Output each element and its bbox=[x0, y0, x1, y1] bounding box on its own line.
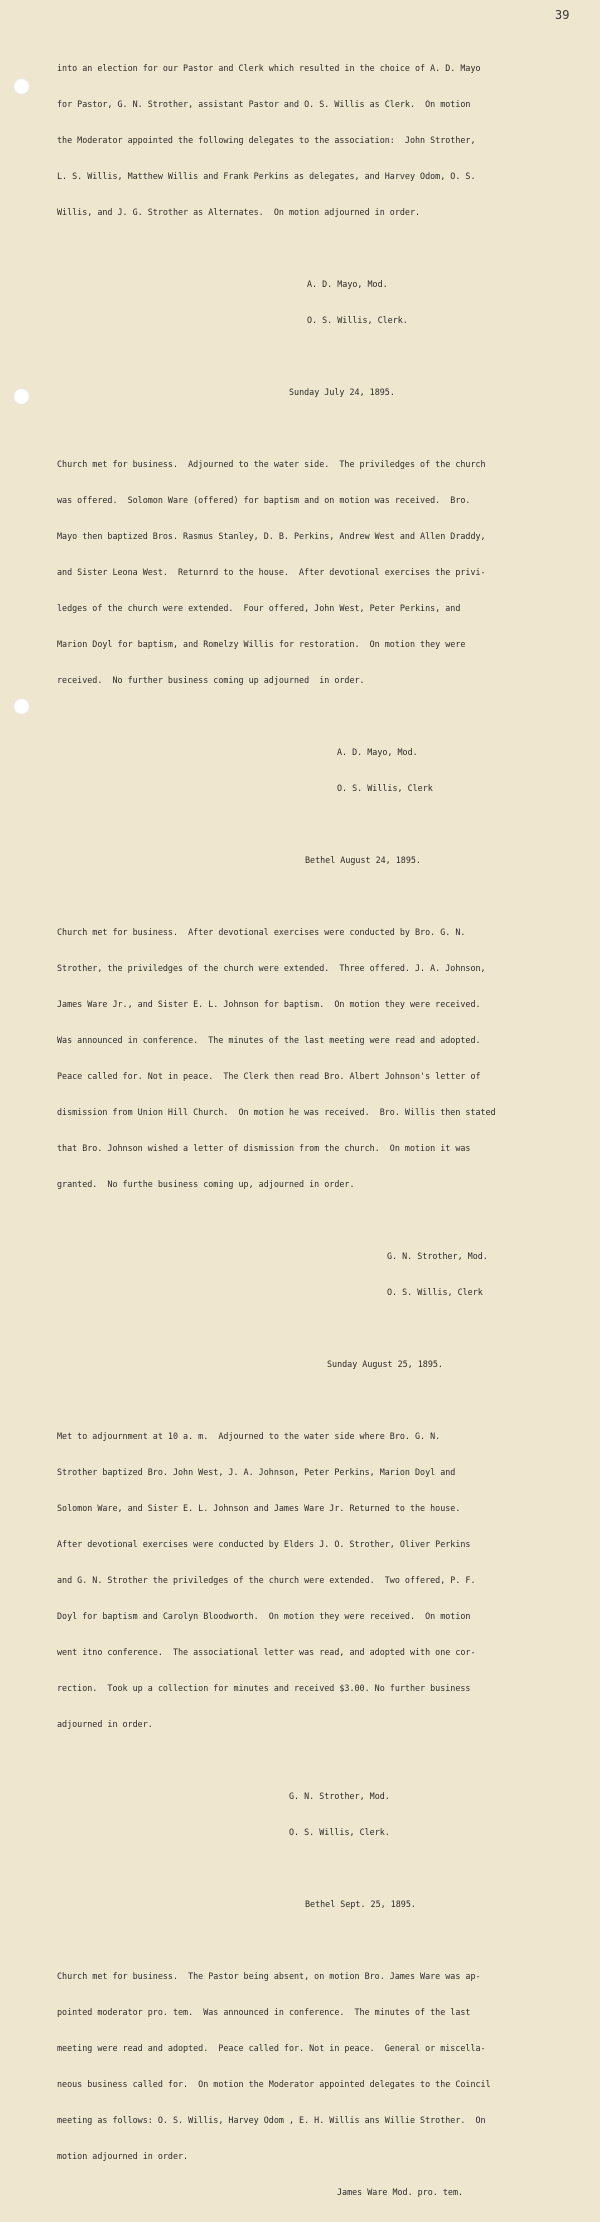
text-line: that Bro. Johnson wished a letter of dismission from the church. On motion it was bbox=[57, 1143, 471, 1153]
entry-heading: Bethel Sept. 25, 1895. bbox=[305, 1899, 416, 1909]
text-line: Met to adjournment at 10 a. m. Adjourned to the water side where Bro. G. N. bbox=[57, 1431, 441, 1441]
binder-hole bbox=[13, 78, 30, 95]
text-line: Strother baptized Bro. John West, J. A. Johnson, Peter Perkins, Marion Doyl and bbox=[57, 1467, 456, 1477]
text-line: into an election for our Pastor and Clerk which resulted in the choice of A. D. Mayo bbox=[57, 63, 481, 73]
text-line: Peace called for. Not in peace. The Clerk then read Bro. Albert Johnson's letter of bbox=[57, 1071, 481, 1081]
entry-heading: Bethel August 24, 1895. bbox=[305, 855, 421, 865]
signature-line: O. S. Willis, Clerk bbox=[337, 783, 433, 793]
entry-heading: Sunday July 24, 1895. bbox=[289, 387, 395, 397]
signature-line: O. S. Willis, Clerk bbox=[387, 1287, 483, 1297]
signature-line: G. N. Strother, Mod. bbox=[289, 1791, 390, 1801]
text-line: for Pastor, G. N. Strother, assistant Pastor and O. S. Willis as Clerk. On motion bbox=[57, 99, 471, 109]
text-line: neous business called for. On motion the Moderator appointed delegates to the Coincil bbox=[57, 2079, 491, 2089]
text-line: James Ware Jr., and Sister E. L. Johnson for baptism. On motion they were received. bbox=[57, 999, 481, 1009]
text-line: and Sister Leona West. Returnrd to the house. After devotional exercises the privi- bbox=[57, 567, 486, 577]
signature-line: O. S. Willis, Clerk. bbox=[307, 315, 408, 325]
text-line: Was announced in conference. The minutes of the last meeting were read and adopted. bbox=[57, 1035, 481, 1045]
text-line: went itno conference. The associational letter was read, and adopted with one cor- bbox=[57, 1647, 476, 1657]
signature-line: A. D. Mayo, Mod. bbox=[337, 747, 418, 757]
text-line: was offered. Solomon Ware (offered) for baptism and on motion was received. Bro. bbox=[57, 495, 471, 505]
binder-hole bbox=[13, 388, 30, 405]
text-line: received. No further business coming up adjourned in order. bbox=[57, 675, 365, 685]
text-line: dismission from Union Hill Church. On motion he was received. Bro. Willis then stated bbox=[57, 1107, 496, 1117]
binder-hole bbox=[13, 698, 30, 715]
text-line: meeting were read and adopted. Peace called for. Not in peace. General or miscella- bbox=[57, 2043, 486, 2053]
text-line: rection. Took up a collection for minutes and received $3.00. No further business bbox=[57, 1683, 471, 1693]
signature-line: James Ware Mod. pro. tem. bbox=[337, 2187, 464, 2197]
text-line: Marion Doyl for baptism, and Romelzy Willis for restoration. On motion they were bbox=[57, 639, 466, 649]
text-line: and G. N. Strother the priviledges of the church were extended. Two offered, P. F. bbox=[57, 1575, 476, 1585]
text-line: ledges of the church were extended. Four offered, John West, Peter Perkins, and bbox=[57, 603, 461, 613]
text-line: adjourned in order. bbox=[57, 1719, 153, 1729]
signature-line: O. S. Willis, Clerk. bbox=[289, 1827, 390, 1837]
text-line: Church met for business. After devotional exercises were conducted by Bro. G. N. bbox=[57, 927, 466, 937]
signature-line: A. D. Mayo, Mod. bbox=[307, 279, 388, 289]
document-body bbox=[57, 38, 582, 2222]
text-line: L. S. Willis, Matthew Willis and Frank Perkins as delegates, and Harvey Odom, O. S. bbox=[57, 171, 476, 181]
text-line: Doyl for baptism and Carolyn Bloodworth. On motion they were received. On motion bbox=[57, 1611, 471, 1621]
text-line: granted. No furthe business coming up, adjourned in order. bbox=[57, 1179, 355, 1189]
text-line: Solomon Ware, and Sister E. L. Johnson and James Ware Jr. Returned to the house. bbox=[57, 1503, 461, 1513]
text-line: Strother, the priviledges of the church were extended. Three offered. J. A. Johnson, bbox=[57, 963, 486, 973]
text-line: meeting as follows: O. S. Willis, Harvey Odom , E. H. Willis ans Willie Strother. On bbox=[57, 2115, 486, 2125]
page-number: 39 bbox=[555, 8, 570, 22]
text-line: Church met for business. The Pastor being absent, on motion Bro. James Ware was ap- bbox=[57, 1971, 481, 1981]
text-line: the Moderator appointed the following delegates to the association: John Strother, bbox=[57, 135, 476, 145]
text-line: Willis, and J. G. Strother as Alternates. On motion adjourned in order. bbox=[57, 207, 421, 217]
text-line: pointed moderator pro. tem. Was announced in conference. The minutes of the last bbox=[57, 2007, 471, 2017]
signature-line: G. N. Strother, Mod. bbox=[387, 1251, 488, 1261]
entry-heading: Sunday August 25, 1895. bbox=[327, 1359, 443, 1369]
text-line: After devotional exercises were conducted by Elders J. O. Strother, Oliver Perkins bbox=[57, 1539, 471, 1549]
text-line: motion adjourned in order. bbox=[57, 2151, 189, 2161]
text-line: Church met for business. Adjourned to the water side. The priviledges of the church bbox=[57, 459, 486, 469]
text-line: Mayo then baptized Bros. Rasmus Stanley, D. B. Perkins, Andrew West and Allen Draddy, bbox=[57, 531, 486, 541]
